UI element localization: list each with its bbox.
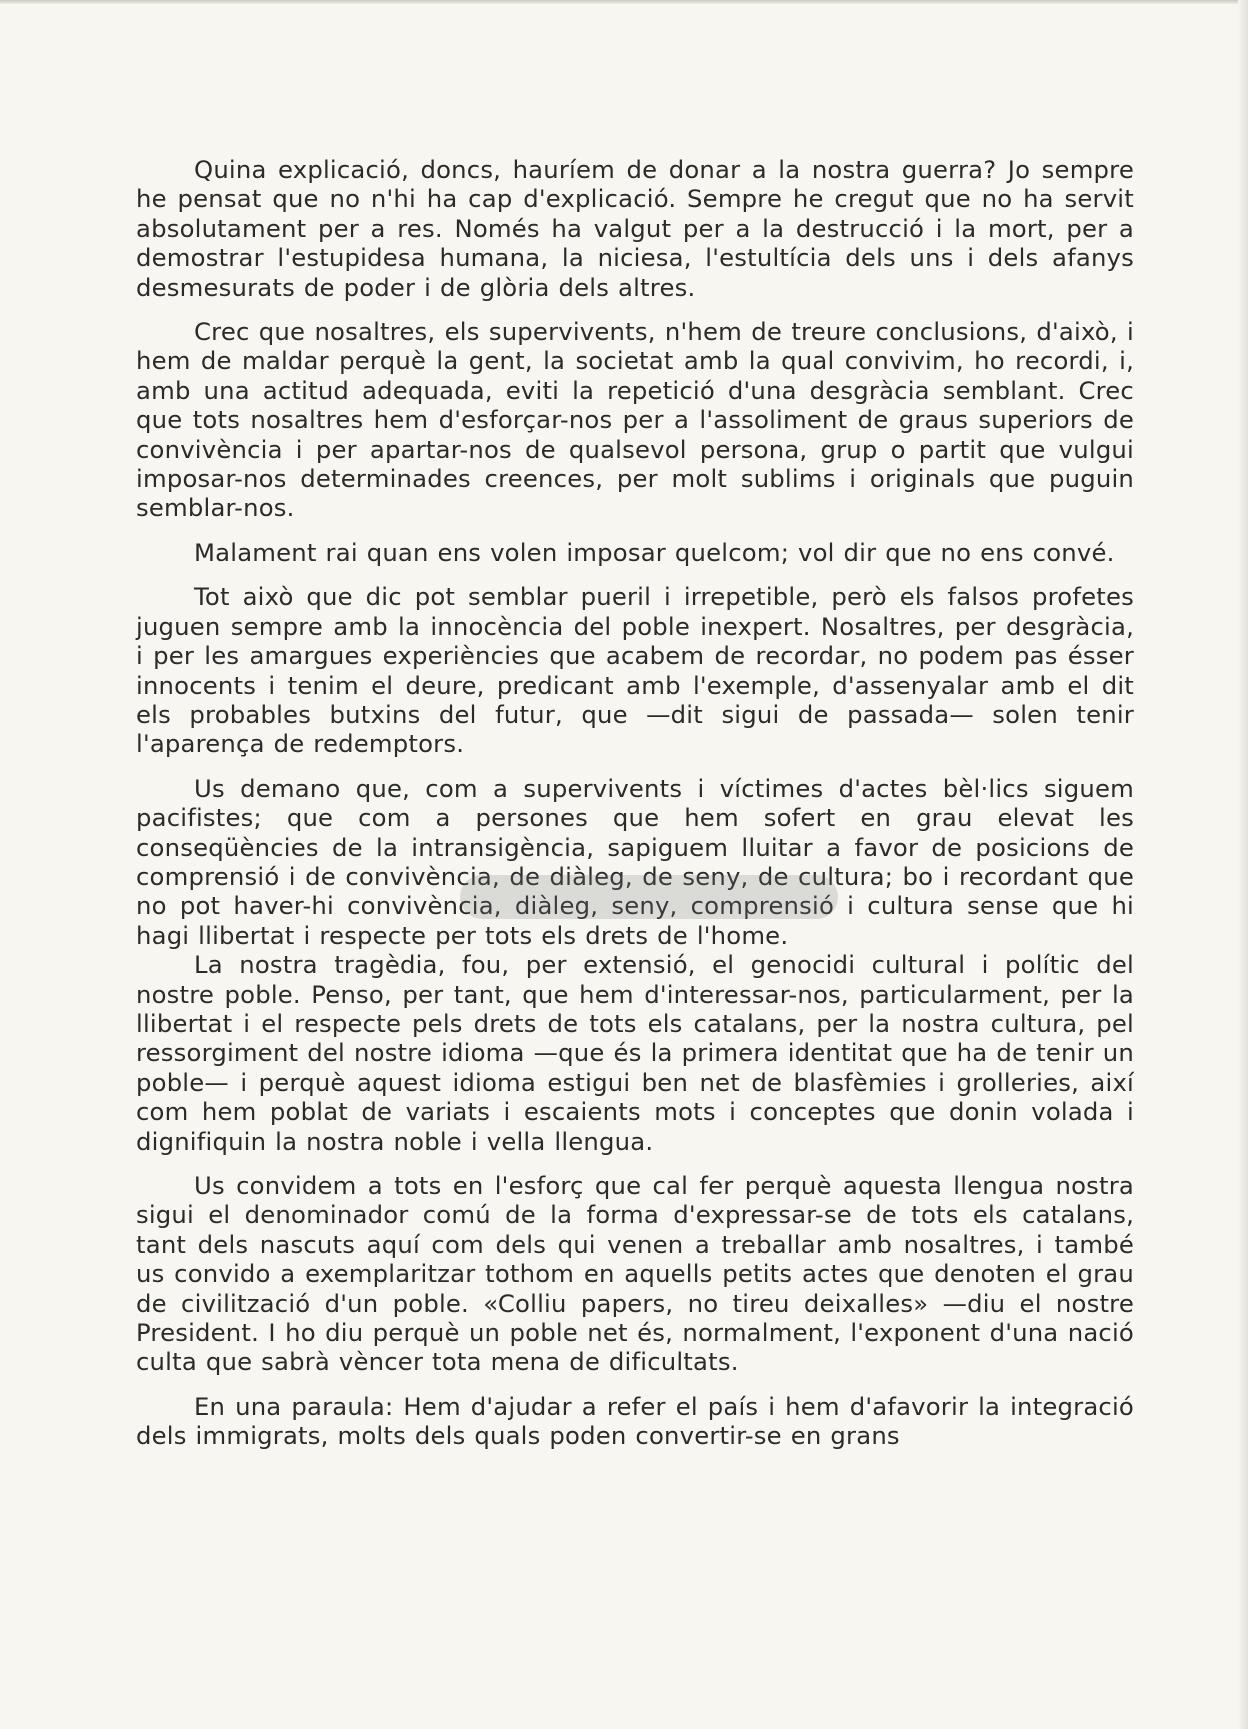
paragraph-3: Malament rai quan ens volen imposar quelcom; vol dir que no ens convé. <box>194 537 1115 567</box>
page-right-edge <box>1238 0 1248 1729</box>
paragraph-5: Us demano que, com a supervivents i víctimes d'actes bèl·lics siguem pacifistes; que com a persones que hem sofert en grau elevat les conseqüències de la intransigència, sapiguem lluitar a favor de posicions de comprensió i de convivència, de diàleg, de seny, de cultura; bo i recordant que no pot haver-hi convivència, diàleg, seny, comprensió i cultura sense que hi hagi llibertat i respecte per tots els drets de l'home. <box>136 773 1134 950</box>
paragraph-4: Tot això que dic pot semblar pueril i irrepetible, però els falsos profetes juguen sempre amb la innocència del poble inexpert. Nosaltres, per desgràcia, i per les amargues experiències que acabem de recordar, no podem pas ésser innocents i tenim el deure, predicant amb l'exemple, d'assenyalar amb el dit els probables butxins del futur, que —dit sigui de passada— solen tenir l'aparença de redemptors. <box>136 582 1134 759</box>
paragraph-2: Crec que nosaltres, els supervivents, n'hem de treure conclusions, d'això, i hem de maldar perquè la gent, la societat amb la qual convivim, ho recordi, i, amb una actitud adequada, eviti la repetició d'una desgràcia semblant. Crec que tots nosaltres hem d'esforçar-nos per a l'assoliment de graus superiors de convivència i per apartar-nos de qualsevol persona, grup o partit que vulgui imposar-nos determinades creences, per molt sublims i originals que puguin semblar-nos. <box>136 317 1134 523</box>
paragraph-7: Us convidem a tots en l'esforç que cal fer perquè aquesta llengua nostra sigui el denominador comú de la forma d'expressar-se de tots els catalans, tant dels nascuts aquí com dels qui venen a treballar amb nosaltres, i també us convido a exemplaritzar tothom en aquells petits actes que denoten el grau de civilització d'un poble. «Colliu papers, no tireu deixalles» —diu el nostre President. I ho diu perquè un poble net és, normalment, l'exponent d'una nació culta que sabrà vèncer tota mena de dificultats. <box>136 1171 1134 1377</box>
body-text <box>136 155 1134 1466</box>
watermark <box>460 875 838 919</box>
paragraph-8: En una paraula: Hem d'ajudar a refer el país i hem d'afavorir la integració dels immigrats, molts dels quals poden convertir-se en grans <box>136 1391 1134 1451</box>
paragraph-6: La nostra tragèdia, fou, per extensió, el genocidi cultural i polític del nostre poble. Penso, per tant, que hem d'interessar-nos, particularment, per la llibertat i el respecte pels drets de tots els catalans, per la nostra cultura, pel ressorgiment del nostre idioma —que és la primera identitat que ha de tenir un poble— i perquè aquest idioma estigui ben net de blasfèmies i grolleries, així com hem poblat de variats i escaients mots i conceptes que donin volada i dignifiquin la nostra noble i vella llengua. <box>136 950 1134 1156</box>
paragraph-1: Quina explicació, doncs, hauríem de donar a la nostra guerra? Jo sempre he pensat que no n'hi ha cap d'explicació. Sempre he cregut que no ha servit absolutament per a res. Només ha valgut per a la destrucció i la mort, per a demostrar l'estupidesa humana, la niciesa, l'estultícia dels uns i dels afanys desmesurats de poder i de glòria dels altres. <box>136 155 1134 302</box>
page-top-edge <box>0 0 1248 4</box>
